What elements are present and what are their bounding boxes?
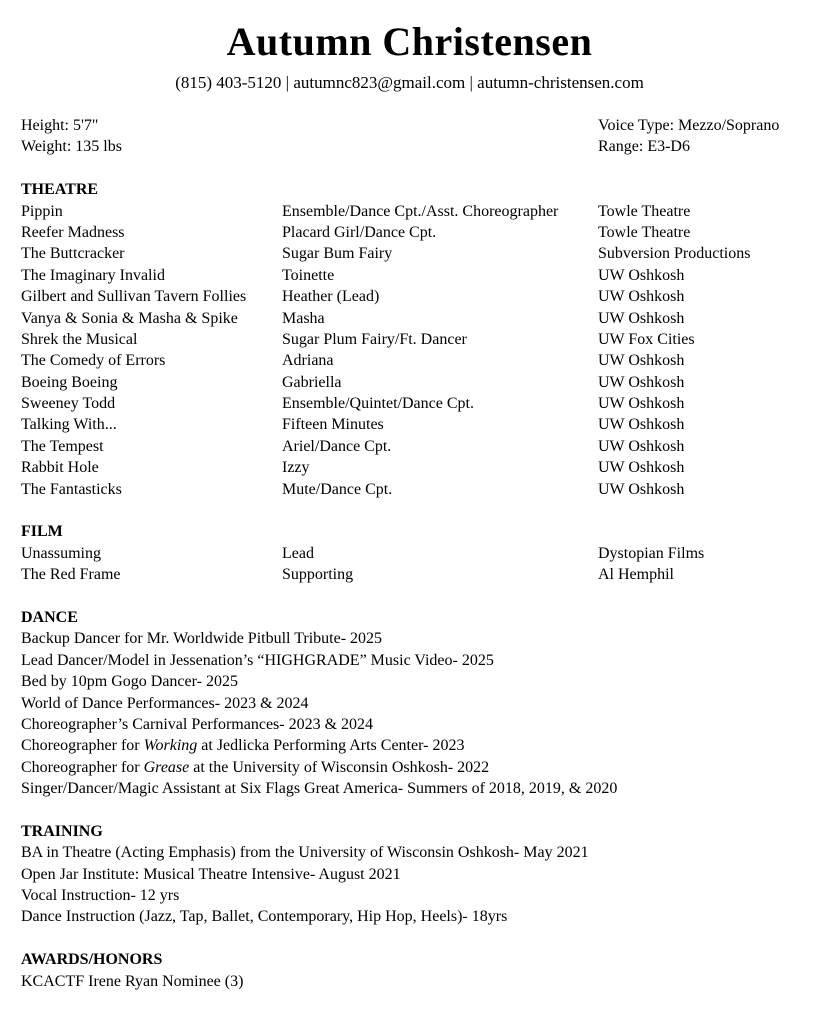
credit-title: The Tempest	[21, 437, 104, 455]
dance-item-text: World of Dance Performances- 2023 & 2024	[21, 694, 309, 712]
credit-title: Unassuming	[21, 544, 101, 562]
credit-role: Ensemble/Dance Cpt./Asst. Choreographer	[282, 202, 559, 220]
theatre-row	[0, 457, 819, 478]
dance-item-text: Choreographer for	[21, 737, 144, 755]
credit-title: The Comedy of Errors	[21, 352, 166, 370]
stat-weight: Weight: 135 lbs	[21, 138, 122, 156]
credit-company: UW Oshkosh	[598, 437, 685, 455]
credit-role: Ensemble/Quintet/Dance Cpt.	[282, 395, 474, 413]
contact-line: (815) 403-5120 | autumnc823@gmail.com | autumn-christensen.com	[175, 73, 644, 92]
credit-role: Lead	[282, 544, 314, 562]
training-item: BA in Theatre (Acting Emphasis) from the University of Wisconsin Oshkosh- May 2021	[21, 844, 589, 862]
theatre-row	[0, 329, 819, 350]
credit-title: Shrek the Musical	[21, 330, 138, 348]
credit-title: Pippin	[21, 202, 63, 220]
dance-item	[0, 778, 819, 799]
dance-item	[0, 671, 819, 692]
credit-title: The Fantasticks	[21, 480, 122, 498]
theatre-row	[0, 436, 819, 457]
credit-company: UW Fox Cities	[598, 330, 695, 348]
credit-company: UW Oshkosh	[598, 395, 685, 413]
stat-range: Range: E3-D6	[598, 138, 690, 156]
dance-item-text: at Jedlicka Performing Arts Center- 2023	[197, 737, 465, 755]
dance-item-italic: Grease	[143, 758, 190, 776]
credit-role: Izzy	[282, 459, 310, 477]
training-item: Open Jar Institute: Musical Theatre Intensive- August 2021	[21, 865, 401, 883]
film-row	[0, 564, 819, 585]
theatre-row	[0, 414, 819, 435]
theatre-row	[0, 308, 819, 329]
credit-company: UW Oshkosh	[598, 416, 685, 434]
dance-item	[0, 735, 819, 756]
credit-role: Gabriella	[282, 373, 342, 391]
dance-item-text: Bed by 10pm Gogo Dancer- 2025	[21, 673, 238, 691]
training-item: Vocal Instruction- 12 yrs	[21, 887, 180, 905]
training-item: Dance Instruction (Jazz, Tap, Ballet, Contemporary, Hip Hop, Heels)- 18yrs	[21, 908, 508, 926]
section-heading-film	[0, 521, 819, 542]
theatre-row	[0, 265, 819, 286]
section-heading-training: TRAINING	[21, 822, 103, 840]
dance-item	[0, 693, 819, 714]
credit-company: Al Hemphil	[598, 566, 674, 584]
page-title: Autumn Christensen	[226, 19, 593, 64]
credit-title: The Red Frame	[21, 566, 121, 584]
credit-role: Toinette	[282, 266, 335, 284]
dance-item-text: at the University of Wisconsin Oshkosh- 2022	[189, 758, 490, 776]
section-heading-label: THEATRE	[21, 181, 99, 199]
credit-role: Supporting	[282, 566, 354, 584]
stats-row	[0, 115, 819, 136]
dance-item	[0, 650, 819, 671]
theatre-row	[0, 479, 819, 500]
credit-role: Placard Girl/Dance Cpt.	[282, 223, 437, 241]
credit-title: Vanya & Sonia & Masha & Spike	[21, 309, 238, 327]
credit-company: Dystopian Films	[598, 544, 705, 562]
theatre-row	[0, 286, 819, 307]
credit-company: UW Oshkosh	[598, 288, 685, 306]
dance-item-italic: Working	[143, 737, 198, 755]
credit-title: Boeing Boeing	[21, 373, 118, 391]
section-heading-awards: AWARDS/HONORS	[21, 951, 163, 969]
credit-role: Mute/Dance Cpt.	[282, 480, 393, 498]
credit-role: Sugar Bum Fairy	[282, 245, 393, 263]
credit-company: UW Oshkosh	[598, 480, 685, 498]
credit-title: Sweeney Todd	[21, 395, 116, 413]
section-training	[0, 821, 819, 928]
dance-item-text: Backup Dancer for Mr. Worldwide Pitbull Tribute- 2025	[21, 630, 383, 648]
credit-title: Rabbit Hole	[21, 459, 99, 477]
dance-item	[0, 757, 819, 778]
credit-title: The Buttcracker	[21, 245, 125, 263]
theatre-row	[0, 372, 819, 393]
credit-company: UW Oshkosh	[598, 266, 685, 284]
film-row	[0, 543, 819, 564]
dance-item	[0, 628, 819, 649]
section-heading-dance: DANCE	[21, 608, 78, 626]
dance-item-text: Lead Dancer/Model in Jessenation’s “HIGHGRADE” Music Video- 2025	[21, 651, 494, 669]
credit-role: Masha	[282, 309, 325, 327]
section-heading-label: FILM	[21, 523, 63, 541]
theatre-row	[0, 201, 819, 222]
stats-block	[0, 115, 819, 158]
section-film	[0, 521, 819, 585]
theatre-row	[0, 350, 819, 371]
credit-title: The Imaginary Invalid	[21, 266, 165, 284]
stat-height: Height: 5'7"	[21, 117, 99, 134]
credit-company: Subversion Productions	[598, 245, 751, 263]
credit-title: Reefer Madness	[21, 223, 125, 241]
credit-title: Talking With...	[21, 416, 117, 434]
credit-company: Towle Theatre	[598, 202, 691, 220]
dance-item-text: Singer/Dancer/Magic Assistant at Six Flags Great America- Summers of 2018, 2019, & 2020	[21, 780, 618, 798]
credit-company: UW Oshkosh	[598, 373, 685, 391]
section-heading-theatre	[0, 179, 819, 200]
credit-role: Sugar Plum Fairy/Ft. Dancer	[282, 330, 467, 348]
credit-company: Towle Theatre	[598, 223, 691, 241]
credit-role: Ariel/Dance Cpt.	[282, 437, 392, 455]
section-theatre	[0, 179, 819, 500]
section-awards	[0, 949, 819, 992]
theatre-row	[0, 393, 819, 414]
award-item: KCACTF Irene Ryan Nominee (3)	[21, 972, 244, 990]
dance-item-text: Choreographer’s Carnival Performances- 2023 & 2024	[21, 715, 374, 733]
credit-role: Adriana	[282, 352, 334, 370]
theatre-row	[0, 222, 819, 243]
credit-role: Fifteen Minutes	[282, 416, 384, 434]
credit-title: Gilbert and Sullivan Tavern Follies	[21, 288, 247, 306]
credit-company: UW Oshkosh	[598, 459, 685, 477]
stat-voice-type: Voice Type: Mezzo/Soprano	[598, 117, 780, 134]
credit-role: Heather (Lead)	[282, 288, 380, 306]
theatre-row	[0, 243, 819, 264]
credit-company: UW Oshkosh	[598, 352, 685, 370]
stats-row	[0, 136, 819, 157]
dance-item-text: Choreographer for	[21, 758, 144, 776]
credit-company: UW Oshkosh	[598, 309, 685, 327]
dance-item	[0, 714, 819, 735]
section-dance	[0, 607, 819, 800]
